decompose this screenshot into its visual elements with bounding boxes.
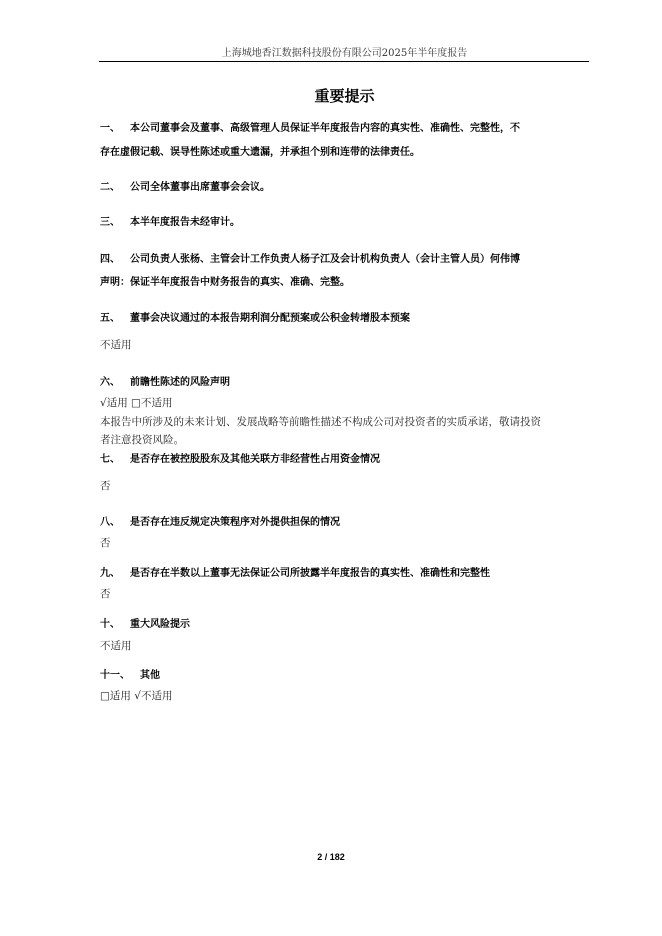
item-6-detail-line1: 本报告中所涉及的未来计划、发展战略等前瞻性描述不构成公司对投资者的实质承诺，敬请投资 xyxy=(100,416,541,428)
header-divider xyxy=(99,61,589,62)
item-6-detail-line2: 者注意投资风险。 xyxy=(100,434,184,446)
item-1: 一、 本公司董事会及董事、高级管理人员保证半年度报告内容的真实性、准确性、完整性，不 xyxy=(100,123,520,134)
item-5: 五、 董事会决议通过的本报告期利润分配预案或公积金转增股本预案 xyxy=(100,313,410,324)
item-7-answer: 否 xyxy=(100,480,111,492)
item-4-continued: 声明：保证半年度报告中财务报告的真实、准确、完整。 xyxy=(100,277,350,288)
item-10-answer: 不适用 xyxy=(100,640,132,652)
item-8-answer: 否 xyxy=(100,537,111,549)
item-11: 十一、 其他 xyxy=(100,670,160,681)
item-8: 八、 是否存在违反规定决策程序对外提供担保的情况 xyxy=(100,517,340,528)
item-10: 十、 重大风险提示 xyxy=(100,619,190,630)
page-header: 上海城地香江数据科技股份有限公司2025年半年度报告 xyxy=(221,48,468,59)
item-11-answer: □适用 √不适用 xyxy=(100,690,173,702)
item-3: 三、 本半年度报告未经审计。 xyxy=(100,217,240,228)
item-6-answer: √适用 □不适用 xyxy=(100,397,173,409)
item-7: 七、 是否存在被控股股东及其他关联方非经营性占用资金情况 xyxy=(100,454,380,465)
page-number: 2 / 182 xyxy=(317,852,345,862)
item-1-continued: 存在虚假记载、误导性陈述或重大遗漏，并承担个别和连带的法律责任。 xyxy=(100,147,420,158)
item-6: 六、 前瞻性陈述的风险声明 xyxy=(100,377,230,388)
item-5-answer: 不适用 xyxy=(100,339,132,351)
item-9: 九、 是否存在半数以上董事无法保证公司所披露半年度报告的真实性、准确性和完整性 xyxy=(100,568,490,579)
item-2: 二、 公司全体董事出席董事会会议。 xyxy=(100,182,270,193)
page-title: 重要提示 xyxy=(314,87,375,105)
item-4: 四、 公司负责人张杨、主管会计工作负责人杨子江及会计机构负责人（会计主管人员）何伟博 xyxy=(100,254,520,265)
item-9-answer: 否 xyxy=(100,588,111,600)
